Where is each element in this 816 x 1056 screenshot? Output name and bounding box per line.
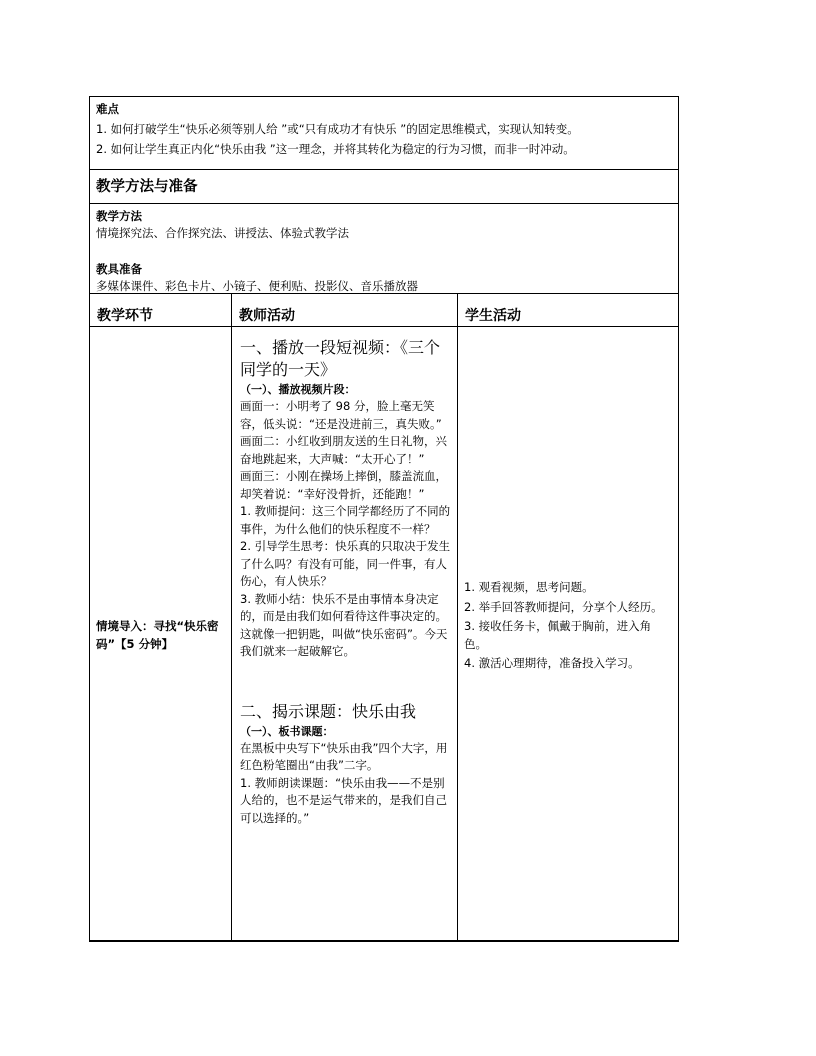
teacher-line: 画面一：小明考了 98 分，脸上毫无笑容，低头说：“还是没进前三，真失败。” [240, 399, 442, 431]
student-item: 3. 接收任务卡，佩戴于胸前，进入角色。 [464, 619, 652, 651]
teacher-line: 1. 教师朗读课题：“快乐由我——不是别人给的，也不是运气带来的，是我们自己可以选择的。” [240, 775, 447, 825]
difficulty-section [89, 96, 679, 169]
methods-section [89, 203, 679, 293]
teacher-cell [232, 327, 458, 941]
difficulty-item: 2. 如何让学生真正内化“快乐由我 ”这一理念，并将其转化为稳定的行为习惯，而非一时冲动。 [96, 142, 575, 156]
part2-title: 二、揭示课题：快乐由我 [240, 701, 417, 721]
lesson-plan-page [89, 96, 679, 942]
methods-heading: 教学方法 [96, 209, 142, 223]
part2-subtitle: （一）、板书课题： [240, 724, 334, 738]
methods-section-header [89, 169, 679, 203]
teacher-line: 1. 教师提问：这三个同学都经历了不同的事件，为什么他们的快乐程度不一样？ [240, 504, 451, 536]
student-item: 2. 举手回答教师提问，分享个人经历。 [464, 599, 663, 614]
student-item: 1. 观看视频，思考问题。 [464, 580, 594, 594]
table-header-row [89, 293, 679, 327]
student-activities [464, 579, 670, 675]
stage-cell [89, 327, 232, 941]
header-stage: 教学环节 [89, 293, 232, 327]
teacher-line: 2. 引导学生思考：快乐真的只取决于发生了什么吗？有没有可能，同一件事，有人伤心，有人快乐？ [240, 539, 451, 588]
teacher-line: 画面二：小红收到朋友送的生日礼物，兴奋地跳起来，大声喊：“太开心了！” [240, 434, 447, 466]
part1-subtitle: （一）、播放视频片段： [240, 383, 356, 396]
stage-label: 情境导入：寻找“快乐密码”【5 分钟】 [96, 619, 219, 651]
teacher-line: 在黑板中央写下“快乐由我”四个大字，用红色粉笔圈出“由我”二字。 [240, 740, 448, 772]
student-cell [458, 327, 679, 941]
methods-section-title: 教学方法与准备 [96, 179, 198, 195]
table-row [89, 327, 679, 942]
header-teacher: 教师活动 [232, 293, 458, 327]
student-item: 4. 激活心理期待，准备投入学习。 [464, 656, 640, 670]
tools-text: 多媒体课件、彩色卡片、小镜子、便利贴、投影仪、音乐播放器 [96, 279, 418, 293]
difficulty-item: 1. 如何打破学生“快乐必须等别人给 ”或“只有成功才有快乐 ”的固定思维模式，实现认知转变。 [96, 122, 579, 136]
teacher-line: 画面三：小刚在操场上摔倒，膝盖流血，却笑着说：“幸好没骨折，还能跑！” [240, 469, 447, 501]
header-student: 学生活动 [458, 293, 679, 327]
methods-text: 情境探究法、合作探究法、讲授法、体验式教学法 [96, 226, 349, 240]
difficulty-heading: 难点 [96, 102, 119, 116]
part1-title: 一、播放一段短视频：《三个同学的一天》 [240, 338, 441, 379]
tools-heading: 教具准备 [96, 262, 142, 276]
teacher-line: 3. 教师小结：快乐不是由事情本身决定的，而是由我们如何看待这件事决定的。这就像一把钥匙，叫做“快乐密码”。今天我们就来一起破解它。 [240, 591, 448, 658]
